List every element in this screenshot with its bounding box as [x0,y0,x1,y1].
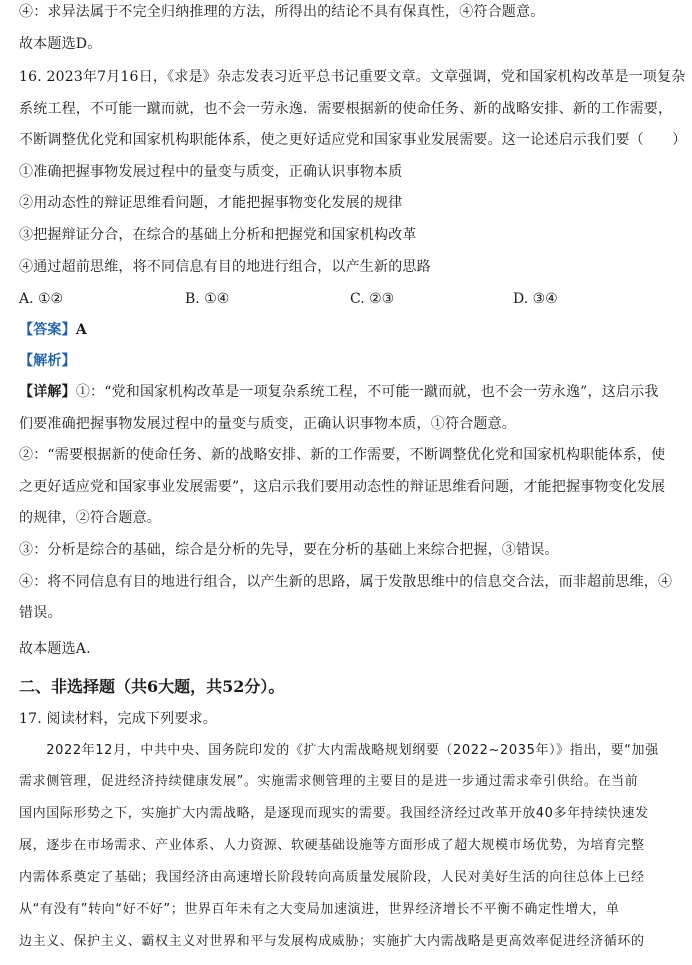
option-c: C. ②③ [350,291,395,307]
detail-line-4: 之更好适应党和国家事业发展需要”，这启示我们要用动态性的辩证思维看问题，才能把握事物变化发展 [19,479,666,495]
passage-line-2: 需求侧管理，促进经济持续健康发展”。实施需求侧管理的主要目的是进一步通过需求牵引供给。在当前 [19,774,639,789]
detail-line-7: ④：将不同信息有目的地进行组合，以产生新的思路，属于发散思维中的信息交合法，而非超前思维，④ [19,574,673,590]
detail-line-3: ②：“需要根据新的使命任务、新的战略安排、新的工作需要，不断调整优化党和国家机构职能体系，使 [19,447,666,463]
option-a: A. ①② [19,291,64,307]
detail-tag: 【详解】 [19,384,76,400]
question-16-stem-line-3: 不断调整优化党和国家机构职能体系，使之更好适应党和国家事业发展需要。这一论述启示我们要（ ） [19,132,687,148]
detail-line-1 [19,383,679,401]
statement-1: ①准确把握事物发展过程中的量变与质变，正确认识事物本质 [19,164,403,180]
answer-tag: 【答案】 [19,322,76,338]
option-b: B. ①④ [185,291,230,307]
passage-line-4: 展，逐步在市场需求、产业体系、人力资源、软硬基础设施等方面形成了超大规模市场优势，为培育完整 [19,838,645,853]
analysis-tag: 【解析】 [19,353,76,369]
section-title: 二、非选择题（共6大题，共52分）。 [19,677,285,696]
question-17-stem: 17. 阅读材料，完成下列要求。 [19,711,217,727]
detail-1-text: ①：“党和国家机构改革是一项复杂系统工程，不可能一蹴而就，也不会一劳永逸”，这启示我 [75,384,659,400]
question-16-stem-line-1: 16. 2023年7月16日，《求是》杂志发表习近平总书记重要文章。文章强调，党和国家机构改革是一项复杂 [19,69,686,85]
detail-line-8: 错误。 [19,605,62,621]
passage-line-3: 国内国际形势之下，实施扩大内需战略，是逐现而现实的需要。我国经济经过改革开放40多年持续快速发 [19,806,649,821]
passage-line-5: 内需体系奠定了基础；我国经济由高速增长阶段转向高质量发展阶段，人民对美好生活的向往总体上已经 [19,870,645,885]
analysis-line [19,352,679,370]
detail-line-5: 的规律，②符合题意。 [19,510,161,526]
passage-line-1: 2022年12月，中共中央、国务院印发的《扩大内需战略规划纲要（2022~2035年）》指出，要“加强 [19,743,659,758]
passage-line-7: 边主义、保护主义、霸权主义对世界和平与发展构成威胁；实施扩大内需战略是更高效率促进经济循环的 [19,934,645,949]
statement-4: ④通过超前思维，将不同信息有目的地进行组合，以产生新的思路 [19,259,431,275]
question-16-stem-line-2: 系统工程，不可能一蹴而就，也不会一劳永逸．需要根据新的使命任务、新的战略安排、新的工作需要， [19,101,673,117]
statement-2: ②用动态性的辩证思维看问题，才能把握事物变化发展的规律 [19,195,403,211]
statement-3: ③把握辩证分合，在综合的基础上分析和把握党和国家机构改革 [19,227,417,243]
detail-line-6: ③：分析是综合的基础，综合是分析的先导，要在分析的基础上来综合把握，③错误。 [19,542,559,558]
previous-conclusion: 故本题选D。 [19,36,102,52]
passage-line-6: 从“有没有”转向“好不好”；世界百年未有之大变局加速演进，世界经济增长不平衡不确定性增大，单 [19,902,620,917]
previous-item-4: ④：求异法属于不完全归纳推理的方法，所得出的结论不具有保真性，④符合题意。 [19,4,545,20]
question-16-conclusion: 故本题选A. [19,641,91,657]
answer-value: A [75,322,87,338]
detail-line-2: 们要准确把握事物发展过程中的量变与质变，正确认识事物本质，①符合题意。 [19,416,516,432]
answer-line [19,321,679,339]
option-d: D. ③④ [513,291,558,307]
